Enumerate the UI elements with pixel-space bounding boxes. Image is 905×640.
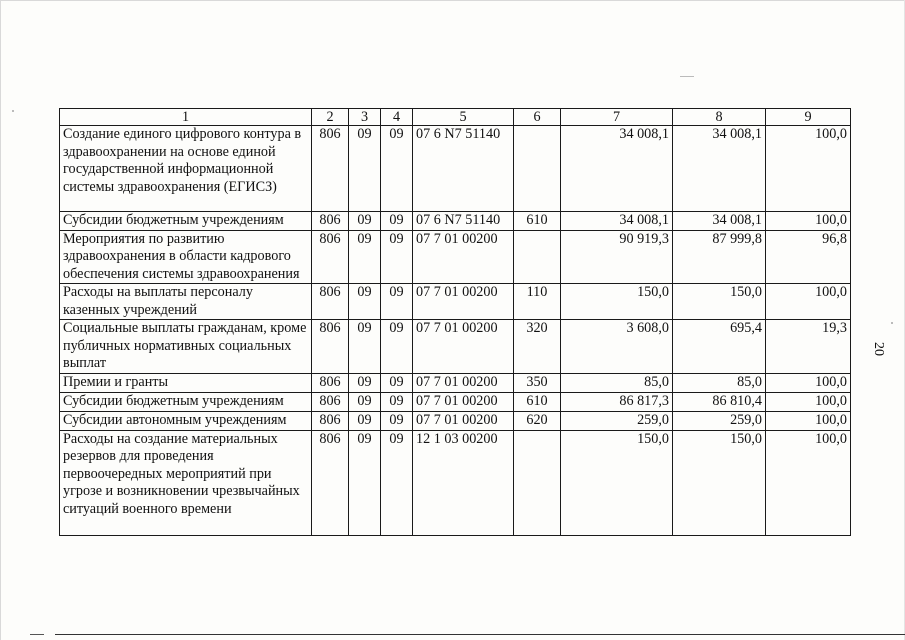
cell-name: Расходы на создание материальных резервов для проведения первоочередных мероприятий при угрозе и возникновении чрезвычайных ситуаций военного времени xyxy=(60,430,312,535)
bottom-rule xyxy=(55,634,905,635)
cell-section: 09 xyxy=(349,284,381,320)
cell-expense-type: 320 xyxy=(514,320,561,374)
cell-section: 09 xyxy=(349,411,381,430)
header-cell-name: 1 xyxy=(60,109,312,126)
cell-target-article: 07 7 01 00200 xyxy=(413,373,514,392)
cell-target-article: 07 7 01 00200 xyxy=(413,320,514,374)
cell-chapter: 806 xyxy=(312,230,349,284)
cell-target-article: 12 1 03 00200 xyxy=(413,430,514,535)
cell-section: 09 xyxy=(349,230,381,284)
header-cell-expense-type: 6 xyxy=(514,109,561,126)
table-header-row xyxy=(60,109,851,126)
cell-approved: 150,0 xyxy=(561,430,673,535)
cell-chapter: 806 xyxy=(312,212,349,231)
header-cell-target-article: 5 xyxy=(413,109,514,126)
cell-executed: 34 008,1 xyxy=(673,212,766,231)
cell-subsection: 09 xyxy=(381,284,413,320)
cell-subsection: 09 xyxy=(381,411,413,430)
cell-percent: 100,0 xyxy=(766,392,851,411)
cell-subsection: 09 xyxy=(381,320,413,374)
cell-name: Субсидии бюджетным учреждениям xyxy=(60,392,312,411)
cell-executed: 150,0 xyxy=(673,284,766,320)
page-edge-left xyxy=(0,0,1,640)
cell-percent: 100,0 xyxy=(766,373,851,392)
cell-percent: 100,0 xyxy=(766,212,851,231)
cell-target-article: 07 6 N7 51140 xyxy=(413,126,514,212)
table-row xyxy=(60,392,851,411)
cell-expense-type: 610 xyxy=(514,392,561,411)
cell-executed: 150,0 xyxy=(673,430,766,535)
cell-target-article: 07 7 01 00200 xyxy=(413,411,514,430)
cell-section: 09 xyxy=(349,126,381,212)
cell-executed: 259,0 xyxy=(673,411,766,430)
cell-expense-type: 610 xyxy=(514,212,561,231)
cell-chapter: 806 xyxy=(312,284,349,320)
cell-executed: 86 810,4 xyxy=(673,392,766,411)
cell-subsection: 09 xyxy=(381,126,413,212)
cell-percent: 100,0 xyxy=(766,411,851,430)
table-row xyxy=(60,430,851,535)
cell-approved: 34 008,1 xyxy=(561,212,673,231)
header-cell-section: 3 xyxy=(349,109,381,126)
cell-section: 09 xyxy=(349,373,381,392)
cell-percent: 100,0 xyxy=(766,430,851,535)
cell-percent: 100,0 xyxy=(766,284,851,320)
header-cell-executed: 8 xyxy=(673,109,766,126)
scan-speck xyxy=(12,110,14,112)
cell-expense-type: 110 xyxy=(514,284,561,320)
cell-percent: 19,3 xyxy=(766,320,851,374)
cell-approved: 150,0 xyxy=(561,284,673,320)
table-row xyxy=(60,284,851,320)
cell-percent: 100,0 xyxy=(766,126,851,212)
header-cell-chapter: 2 xyxy=(312,109,349,126)
table-row xyxy=(60,411,851,430)
cell-approved: 3 608,0 xyxy=(561,320,673,374)
cell-executed: 87 999,8 xyxy=(673,230,766,284)
cell-chapter: 806 xyxy=(312,373,349,392)
cell-chapter: 806 xyxy=(312,126,349,212)
cell-percent: 96,8 xyxy=(766,230,851,284)
cell-name: Социальные выплаты гражданам, кроме публичных нормативных социальных выплат xyxy=(60,320,312,374)
table-row xyxy=(60,212,851,231)
header-cell-approved: 7 xyxy=(561,109,673,126)
cell-expense-type: 620 xyxy=(514,411,561,430)
cell-section: 09 xyxy=(349,392,381,411)
cell-chapter: 806 xyxy=(312,430,349,535)
cell-expense-type xyxy=(514,230,561,284)
scan-speck xyxy=(680,76,694,77)
table-row xyxy=(60,126,851,212)
cell-approved: 85,0 xyxy=(561,373,673,392)
table-row xyxy=(60,373,851,392)
cell-target-article: 07 7 01 00200 xyxy=(413,230,514,284)
table-row xyxy=(60,320,851,374)
cell-name: Премии и гранты xyxy=(60,373,312,392)
cell-approved: 34 008,1 xyxy=(561,126,673,212)
cell-executed: 695,4 xyxy=(673,320,766,374)
page-number: 20 xyxy=(871,342,886,356)
cell-name: Создание единого цифрового контура в здравоохранении на основе единой государственной информационной системы здравоохранения (ЕГИСЗ) xyxy=(60,126,312,212)
cell-name: Мероприятия по развитию здравоохранения в области кадрового обеспечения системы здравоохранения xyxy=(60,230,312,284)
cell-executed: 34 008,1 xyxy=(673,126,766,212)
cell-approved: 90 919,3 xyxy=(561,230,673,284)
cell-target-article: 07 7 01 00200 xyxy=(413,284,514,320)
table-row xyxy=(60,230,851,284)
cell-chapter: 806 xyxy=(312,320,349,374)
cell-name: Расходы на выплаты персоналу казенных учреждений xyxy=(60,284,312,320)
cell-subsection: 09 xyxy=(381,392,413,411)
cell-approved: 86 817,3 xyxy=(561,392,673,411)
cell-section: 09 xyxy=(349,320,381,374)
header-cell-percent: 9 xyxy=(766,109,851,126)
cell-subsection: 09 xyxy=(381,212,413,231)
scan-mark xyxy=(30,634,44,635)
cell-subsection: 09 xyxy=(381,430,413,535)
cell-subsection: 09 xyxy=(381,230,413,284)
page-edge-top xyxy=(0,0,905,1)
cell-name: Субсидии автономным учреждениям xyxy=(60,411,312,430)
header-cell-subsection: 4 xyxy=(381,109,413,126)
cell-name: Субсидии бюджетным учреждениям xyxy=(60,212,312,231)
cell-expense-type: 350 xyxy=(514,373,561,392)
cell-section: 09 xyxy=(349,212,381,231)
cell-target-article: 07 7 01 00200 xyxy=(413,392,514,411)
cell-target-article: 07 6 N7 51140 xyxy=(413,212,514,231)
cell-expense-type xyxy=(514,126,561,212)
cell-section: 09 xyxy=(349,430,381,535)
budget-table xyxy=(59,108,851,536)
cell-chapter: 806 xyxy=(312,411,349,430)
cell-subsection: 09 xyxy=(381,373,413,392)
cell-chapter: 806 xyxy=(312,392,349,411)
cell-approved: 259,0 xyxy=(561,411,673,430)
cell-executed: 85,0 xyxy=(673,373,766,392)
budget-table-body xyxy=(60,109,851,536)
scan-speck xyxy=(891,322,893,324)
cell-expense-type xyxy=(514,430,561,535)
